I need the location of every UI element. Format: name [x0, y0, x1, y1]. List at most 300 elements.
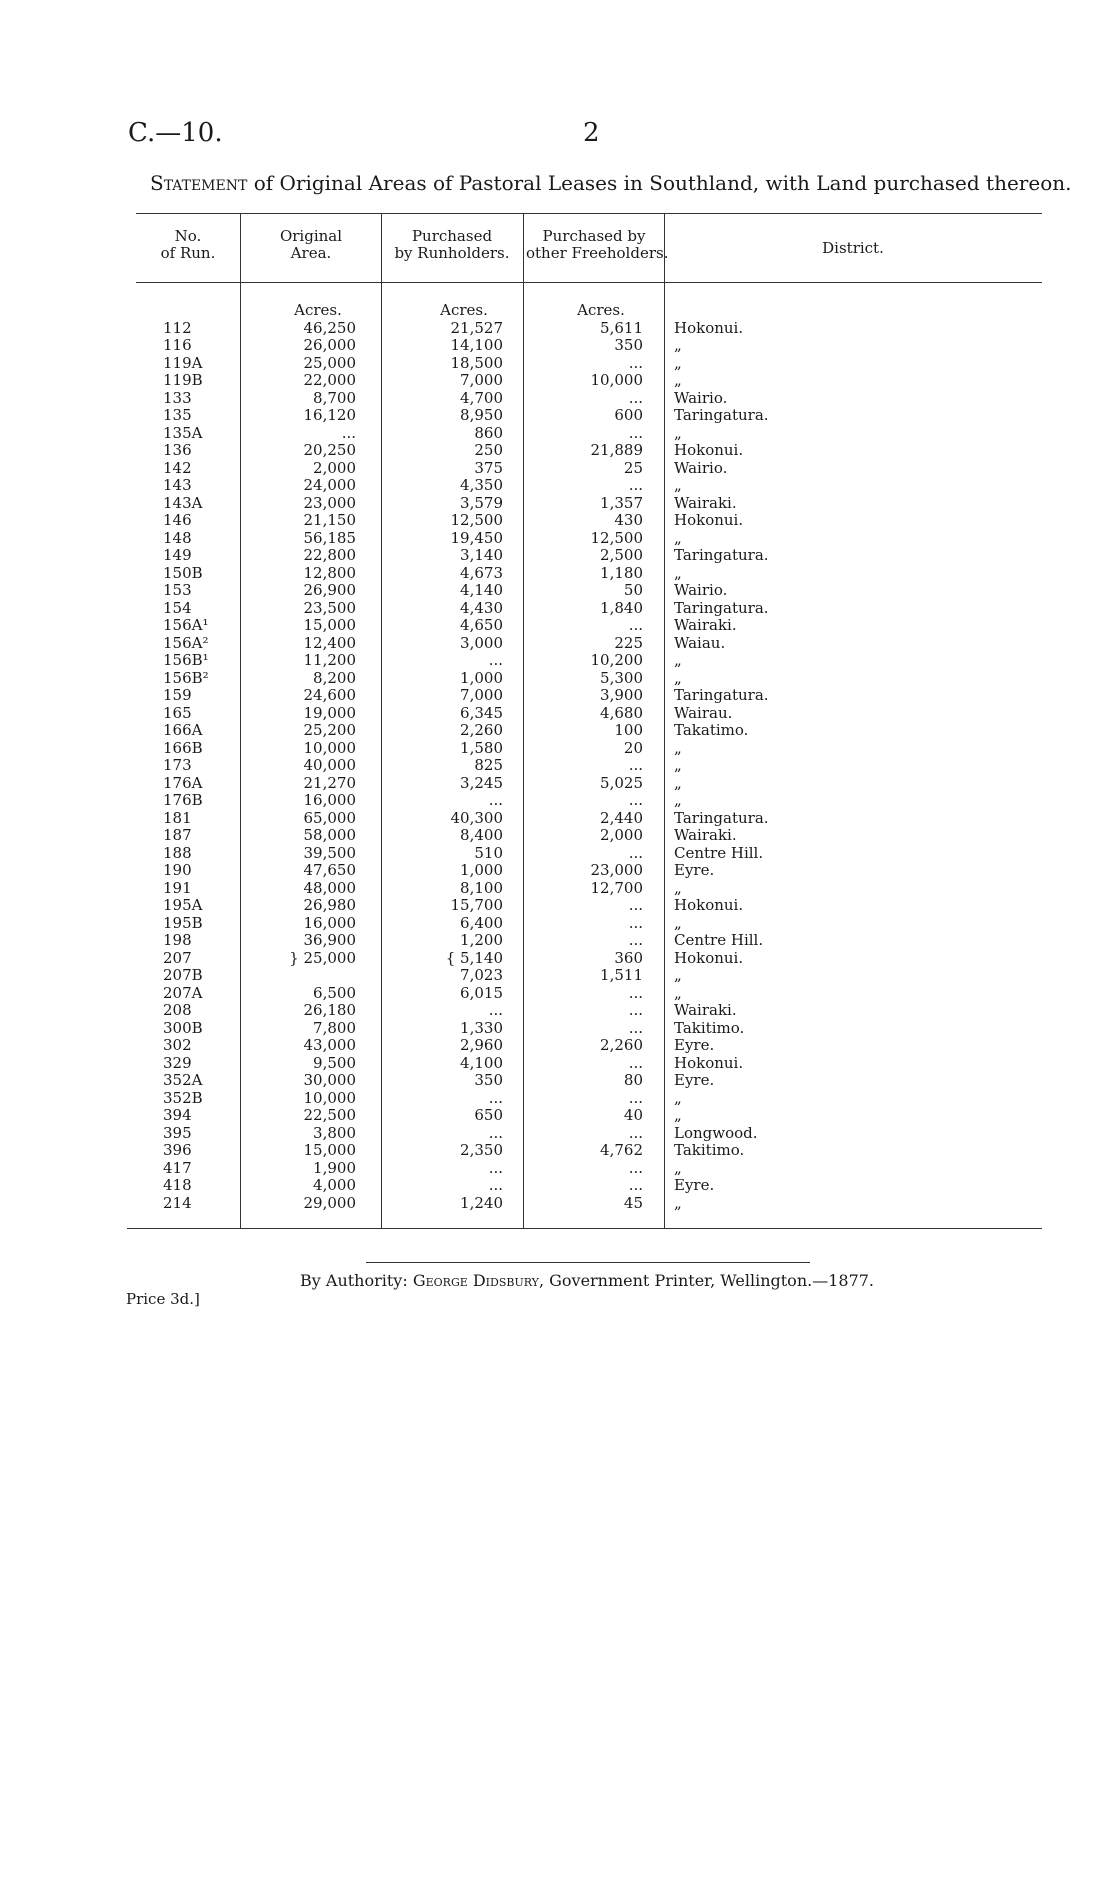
original-area-cell: 26,180: [303, 1001, 356, 1019]
original-area-cell: 8,700: [313, 388, 356, 407]
purchased-by-runholders-cell: 4,430: [460, 598, 503, 617]
purchased-by-runholders-cell: 7,000: [460, 371, 503, 389]
purchased-by-others-cell: 25: [623, 458, 643, 477]
original-area-cell: 9,500: [313, 1053, 356, 1072]
purchased-by-runholders-cell: 19,450: [450, 528, 503, 547]
purchased-by-others-cell: 2,000: [600, 826, 643, 844]
purchased-by-runholders-cell: 1,000: [460, 668, 503, 687]
purchased-by-runholders-cell: 14,100: [450, 336, 503, 354]
run-number-cell: 207B: [163, 966, 203, 984]
table-row: [0, 530, 1114, 548]
run-number-cell: 195A: [163, 896, 203, 914]
run-number-cell: 352B: [163, 1088, 203, 1107]
table-row: [0, 1142, 1114, 1160]
district-cell: Hokonui.: [674, 948, 744, 967]
district-cell: Eyre.: [674, 861, 715, 879]
run-number-cell: 207A: [163, 983, 203, 1002]
district-cell: Wairau.: [674, 703, 733, 722]
units-original: Acres.: [294, 301, 342, 319]
original-area-cell: 65,000: [303, 808, 356, 827]
run-number-cell: 153: [163, 581, 192, 599]
original-area-cell: 36,900: [303, 931, 356, 949]
run-number-cell: 143: [163, 476, 192, 494]
district-cell: „: [674, 336, 682, 354]
table-row: [0, 320, 1114, 338]
purchased-by-runholders-cell: 4,673: [460, 563, 503, 582]
district-cell: Taringatura.: [674, 598, 769, 617]
table-row: [0, 792, 1114, 810]
original-area-cell: } 25,000: [289, 948, 356, 967]
purchased-by-others-cell: ...: [628, 353, 643, 372]
table-row: [0, 495, 1114, 513]
header-district: District.: [822, 239, 884, 257]
header-original-area: Original Area.: [279, 227, 343, 262]
header-purchased-runholders: Purchased by Runholders.: [394, 227, 510, 262]
statement-title: [150, 171, 1072, 195]
district-cell: Hokonui.: [674, 318, 744, 337]
run-number-cell: 176A: [163, 773, 203, 792]
run-number-cell: 329: [163, 1053, 192, 1072]
table-row: [0, 757, 1114, 775]
purchased-by-runholders-cell: 1,200: [460, 931, 503, 949]
purchased-by-others-cell: 350: [614, 336, 643, 354]
purchased-by-runholders-cell: 4,100: [460, 1053, 503, 1072]
purchased-by-runholders-cell: 4,140: [460, 581, 503, 599]
district-cell: Centre Hill.: [674, 931, 764, 949]
district-cell: „: [674, 353, 682, 372]
table-bottom-rule: [127, 1228, 1042, 1229]
original-area-cell: 22,500: [303, 1106, 356, 1124]
purchased-by-others-cell: ...: [628, 423, 643, 442]
run-number-cell: 396: [163, 1141, 192, 1159]
page-number: 2: [583, 118, 600, 148]
title-prefix: Statement: [150, 171, 248, 195]
original-area-cell: 7,800: [313, 1018, 356, 1037]
run-number-cell: 195B: [163, 913, 203, 932]
table-row: [0, 1160, 1114, 1178]
original-area-cell: 4,000: [313, 1176, 356, 1194]
units-freeholders: Acres.: [577, 301, 625, 319]
purchased-by-runholders-cell: 1,580: [460, 738, 503, 757]
purchased-by-others-cell: ...: [628, 1001, 643, 1019]
original-area-cell: 16,120: [303, 406, 356, 424]
purchased-by-others-cell: 45: [623, 1193, 643, 1212]
original-area-cell: 12,800: [303, 563, 356, 582]
district-cell: „: [674, 1193, 682, 1212]
run-number-cell: 133: [163, 388, 192, 407]
purchased-by-others-cell: 12,500: [590, 528, 643, 547]
purchased-by-others-cell: ...: [628, 1018, 643, 1037]
purchased-by-others-cell: ...: [628, 616, 643, 634]
purchased-by-others-cell: ...: [628, 1088, 643, 1107]
district-cell: „: [674, 371, 682, 389]
run-number-cell: 395: [163, 1123, 192, 1142]
purchased-by-runholders-cell: 860: [474, 423, 503, 442]
purchased-by-others-cell: 430: [614, 511, 643, 529]
table-row: [0, 967, 1114, 985]
imprint-printer: George Didsbury: [412, 1271, 539, 1290]
district-cell: Taringatura.: [674, 808, 769, 827]
run-number-cell: 181: [163, 808, 192, 827]
table-row: [0, 565, 1114, 583]
original-area-cell: 25,200: [303, 721, 356, 739]
run-number-cell: 165: [163, 703, 192, 722]
footer-rule: [366, 1262, 810, 1263]
purchased-by-others-cell: 4,762: [600, 1141, 643, 1159]
title-rest: of Original Areas of Pastoral Leases in Southland, with Land purchased thereon.: [253, 171, 1072, 195]
district-cell: Wairaki.: [674, 826, 737, 844]
purchased-by-runholders-cell: 8,950: [460, 406, 503, 424]
purchased-by-others-cell: 100: [614, 721, 643, 739]
table-row: [0, 372, 1114, 390]
run-number-cell: 207: [163, 948, 192, 967]
district-cell: Hokonui.: [674, 896, 744, 914]
purchased-by-others-cell: 5,300: [600, 668, 643, 687]
original-area-cell: 16,000: [303, 913, 356, 932]
original-area-cell: 29,000: [303, 1193, 356, 1212]
table-row: [0, 687, 1114, 705]
district-cell: Longwood.: [674, 1123, 758, 1142]
district-cell: „: [674, 1106, 682, 1124]
district-cell: Taringatura.: [674, 686, 769, 704]
original-area-cell: 10,000: [303, 1088, 356, 1107]
purchased-by-others-cell: 1,180: [600, 563, 643, 582]
table-row: [0, 827, 1114, 845]
purchased-by-runholders-cell: 1,240: [460, 1193, 503, 1212]
run-number-cell: 352A: [163, 1071, 203, 1089]
table-row: [0, 985, 1114, 1003]
purchased-by-runholders-cell: 825: [474, 756, 503, 774]
purchased-by-runholders-cell: 1,000: [460, 861, 503, 879]
district-cell: Eyre.: [674, 1071, 715, 1089]
original-area-cell: 25,000: [303, 353, 356, 372]
run-number-cell: 135: [163, 406, 192, 424]
purchased-by-runholders-cell: 15,700: [450, 896, 503, 914]
purchased-by-others-cell: 5,025: [600, 773, 643, 792]
district-cell: Takitimo.: [674, 1141, 745, 1159]
table-row: [0, 1002, 1114, 1020]
run-number-cell: 156B¹: [163, 651, 209, 669]
district-cell: „: [674, 878, 682, 897]
original-area-cell: ...: [341, 423, 356, 442]
purchased-by-others-cell: 10,000: [590, 371, 643, 389]
table-row: [0, 355, 1114, 373]
district-cell: Waiau.: [674, 633, 726, 652]
purchased-by-runholders-cell: 3,245: [460, 773, 503, 792]
table-row: [0, 337, 1114, 355]
header-run-no: No. of Run.: [160, 227, 216, 262]
original-area-cell: 1,900: [313, 1158, 356, 1177]
run-number-cell: 156A²: [163, 633, 209, 652]
purchased-by-others-cell: 1,511: [600, 966, 643, 984]
original-area-cell: 19,000: [303, 703, 356, 722]
purchased-by-others-cell: 1,840: [600, 598, 643, 617]
district-cell: Wairaki.: [674, 493, 737, 512]
original-area-cell: 26,980: [303, 896, 356, 914]
purchased-by-others-cell: 40: [623, 1106, 643, 1124]
original-area-cell: 58,000: [303, 826, 356, 844]
price: Price 3d.]: [126, 1290, 200, 1308]
purchased-by-others-cell: 360: [614, 948, 643, 967]
original-area-cell: 20,250: [303, 441, 356, 459]
table-row: [0, 582, 1114, 600]
table-row: [0, 460, 1114, 478]
district-cell: „: [674, 563, 682, 582]
purchased-by-others-cell: 2,260: [600, 1036, 643, 1054]
original-area-cell: 26,000: [303, 336, 356, 354]
table-row: [0, 845, 1114, 863]
table-row: [0, 600, 1114, 618]
purchased-by-runholders-cell: ...: [488, 1176, 503, 1194]
purchased-by-runholders-cell: 2,260: [460, 721, 503, 739]
district-cell: „: [674, 773, 682, 792]
purchased-by-runholders-cell: 3,140: [460, 546, 503, 564]
purchased-by-runholders-cell: 6,400: [460, 913, 503, 932]
district-cell: Eyre.: [674, 1176, 715, 1194]
purchased-by-others-cell: 20: [623, 738, 643, 757]
table-row: [0, 880, 1114, 898]
run-number-cell: 150B: [163, 563, 203, 582]
table-row: [0, 547, 1114, 565]
purchased-by-runholders-cell: 350: [474, 1071, 503, 1089]
table-row: [0, 740, 1114, 758]
purchased-by-runholders-cell: 510: [474, 843, 503, 862]
purchased-by-runholders-cell: ...: [488, 1158, 503, 1177]
purchased-by-others-cell: 23,000: [590, 861, 643, 879]
purchased-by-others-cell: ...: [628, 913, 643, 932]
district-cell: „: [674, 1088, 682, 1107]
purchased-by-others-cell: ...: [628, 476, 643, 494]
table-row: [0, 1177, 1114, 1195]
district-cell: Wairio.: [674, 388, 728, 407]
purchased-by-others-cell: ...: [628, 843, 643, 862]
purchased-by-others-cell: 50: [623, 581, 643, 599]
purchased-by-runholders-cell: 250: [474, 441, 503, 459]
original-area-cell: 22,000: [303, 371, 356, 389]
table-row: [0, 425, 1114, 443]
original-area-cell: 24,600: [303, 686, 356, 704]
original-area-cell: 48,000: [303, 878, 356, 897]
imprint-prefix: By Authority:: [300, 1271, 408, 1290]
purchased-by-runholders-cell: 2,960: [460, 1036, 503, 1054]
district-cell: „: [674, 913, 682, 932]
run-number-cell: 154: [163, 598, 192, 617]
purchased-by-runholders-cell: 6,015: [460, 983, 503, 1002]
district-cell: Wairaki.: [674, 1001, 737, 1019]
run-number-cell: 148: [163, 528, 192, 547]
run-number-cell: 417: [163, 1158, 192, 1177]
original-area-cell: 23,500: [303, 598, 356, 617]
district-cell: Taringatura.: [674, 546, 769, 564]
imprint: [300, 1271, 874, 1290]
run-number-cell: 135A: [163, 423, 203, 442]
district-cell: Wairio.: [674, 458, 728, 477]
purchased-by-runholders-cell: ...: [488, 1001, 503, 1019]
original-area-cell: 22,800: [303, 546, 356, 564]
purchased-by-runholders-cell: 4,700: [460, 388, 503, 407]
purchased-by-others-cell: 5,611: [600, 318, 643, 337]
purchased-by-others-cell: 225: [614, 633, 643, 652]
run-number-cell: 146: [163, 511, 192, 529]
original-area-cell: 30,000: [303, 1071, 356, 1089]
original-area-cell: 43,000: [303, 1036, 356, 1054]
run-number-cell: 176B: [163, 791, 203, 809]
purchased-by-others-cell: ...: [628, 983, 643, 1002]
purchased-by-others-cell: ...: [628, 896, 643, 914]
run-number-cell: 136: [163, 441, 192, 459]
district-cell: Wairaki.: [674, 616, 737, 634]
purchased-by-others-cell: 4,680: [600, 703, 643, 722]
district-cell: „: [674, 966, 682, 984]
district-cell: „: [674, 983, 682, 1002]
header-purchased-freeholders: Purchased by other Freeholders.: [526, 227, 669, 262]
table-row: [0, 950, 1114, 968]
run-number-cell: 116: [163, 336, 192, 354]
table-row: [0, 1037, 1114, 1055]
purchased-by-others-cell: ...: [628, 756, 643, 774]
district-cell: „: [674, 756, 682, 774]
original-area-cell: 39,500: [303, 843, 356, 862]
original-area-cell: 11,200: [303, 651, 356, 669]
table-body: [0, 302, 1114, 1212]
purchased-by-others-cell: 1,357: [600, 493, 643, 512]
original-area-cell: 2,000: [313, 458, 356, 477]
district-cell: „: [674, 668, 682, 687]
district-cell: Wairio.: [674, 581, 728, 599]
table-row: [0, 897, 1114, 915]
district-cell: „: [674, 791, 682, 809]
purchased-by-runholders-cell: ...: [488, 1123, 503, 1142]
imprint-rest: , Government Printer, Wellington.—1877.: [538, 1271, 875, 1290]
table-row: [0, 635, 1114, 653]
run-number-cell: 119B: [163, 371, 203, 389]
table-row: [0, 862, 1114, 880]
district-cell: Takatimo.: [674, 721, 749, 739]
purchased-by-runholders-cell: 1,330: [460, 1018, 503, 1037]
run-number-cell: 143A: [163, 493, 203, 512]
table-row: [0, 1072, 1114, 1090]
original-area-cell: 6,500: [313, 983, 356, 1002]
purchased-by-others-cell: ...: [628, 1158, 643, 1177]
purchased-by-runholders-cell: ...: [488, 651, 503, 669]
district-cell: Hokonui.: [674, 1053, 744, 1072]
run-number-cell: 156A¹: [163, 616, 209, 634]
district-cell: „: [674, 476, 682, 494]
purchased-by-runholders-cell: 2,350: [460, 1141, 503, 1159]
header-bottom-rule: [136, 282, 1042, 283]
run-number-cell: 394: [163, 1106, 192, 1124]
table-row: [0, 442, 1114, 460]
purchased-by-runholders-cell: 8,100: [460, 878, 503, 897]
purchased-by-runholders-cell: 3,000: [460, 633, 503, 652]
purchased-by-runholders-cell: 3,579: [460, 493, 503, 512]
table-row: [0, 915, 1114, 933]
purchased-by-others-cell: ...: [628, 1053, 643, 1072]
run-number-cell: 119A: [163, 353, 203, 372]
district-cell: Hokonui.: [674, 441, 744, 459]
district-cell: Taringatura.: [674, 406, 769, 424]
purchased-by-runholders-cell: 18,500: [450, 353, 503, 372]
purchased-by-runholders-cell: 375: [474, 458, 503, 477]
run-number-cell: 188: [163, 843, 192, 862]
run-number-cell: 166B: [163, 738, 203, 757]
run-number-cell: 300B: [163, 1018, 203, 1037]
original-area-cell: 47,650: [303, 861, 356, 879]
purchased-by-runholders-cell: ...: [488, 1088, 503, 1107]
run-number-cell: 173: [163, 756, 192, 774]
purchased-by-runholders-cell: 8,400: [460, 826, 503, 844]
table-row: [0, 617, 1114, 635]
original-area-cell: 15,000: [303, 1141, 356, 1159]
purchased-by-runholders-cell: 650: [474, 1106, 503, 1124]
purchased-by-others-cell: ...: [628, 1176, 643, 1194]
table-row: [0, 652, 1114, 670]
table-row: [0, 1055, 1114, 1073]
table-row: [0, 1195, 1114, 1213]
table-row: [0, 932, 1114, 950]
purchased-by-others-cell: 3,900: [600, 686, 643, 704]
run-number-cell: 159: [163, 686, 192, 704]
run-number-cell: 166A: [163, 721, 203, 739]
purchased-by-runholders-cell: 7,023: [460, 966, 503, 984]
purchased-by-runholders-cell: 6,345: [460, 703, 503, 722]
purchased-by-runholders-cell: { 5,140: [445, 948, 503, 967]
original-area-cell: 21,270: [303, 773, 356, 792]
purchased-by-runholders-cell: 4,650: [460, 616, 503, 634]
original-area-cell: 46,250: [303, 318, 356, 337]
original-area-cell: 24,000: [303, 476, 356, 494]
purchased-by-others-cell: 2,440: [600, 808, 643, 827]
purchased-by-runholders-cell: 40,300: [450, 808, 503, 827]
units-row: [0, 302, 1114, 320]
district-cell: Eyre.: [674, 1036, 715, 1054]
district-cell: Takitimo.: [674, 1018, 745, 1037]
run-number-cell: 302: [163, 1036, 192, 1054]
original-area-cell: 12,400: [303, 633, 356, 652]
district-cell: „: [674, 738, 682, 757]
purchased-by-runholders-cell: 12,500: [450, 511, 503, 529]
table-row: [0, 512, 1114, 530]
table-row: [0, 390, 1114, 408]
table-row: [0, 1125, 1114, 1143]
purchased-by-others-cell: ...: [628, 1123, 643, 1142]
run-number-cell: 214: [163, 1193, 192, 1212]
purchased-by-runholders-cell: 4,350: [460, 476, 503, 494]
purchased-by-runholders-cell: 21,527: [450, 318, 503, 337]
purchased-by-others-cell: ...: [628, 931, 643, 949]
purchased-by-runholders-cell: 7,000: [460, 686, 503, 704]
table-row: [0, 477, 1114, 495]
district-cell: „: [674, 423, 682, 442]
table-row: [0, 670, 1114, 688]
purchased-by-runholders-cell: ...: [488, 791, 503, 809]
run-number-cell: 187: [163, 826, 192, 844]
purchased-by-others-cell: 21,889: [590, 441, 643, 459]
original-area-cell: 8,200: [313, 668, 356, 687]
original-area-cell: 3,800: [313, 1123, 356, 1142]
table-row: [0, 775, 1114, 793]
purchased-by-others-cell: 10,200: [590, 651, 643, 669]
table-row: [0, 705, 1114, 723]
original-area-cell: 10,000: [303, 738, 356, 757]
table-row: [0, 407, 1114, 425]
purchased-by-others-cell: 2,500: [600, 546, 643, 564]
table-row: [0, 1107, 1114, 1125]
table-row: [0, 810, 1114, 828]
table-row: [0, 1020, 1114, 1038]
original-area-cell: 15,000: [303, 616, 356, 634]
purchased-by-others-cell: 12,700: [590, 878, 643, 897]
